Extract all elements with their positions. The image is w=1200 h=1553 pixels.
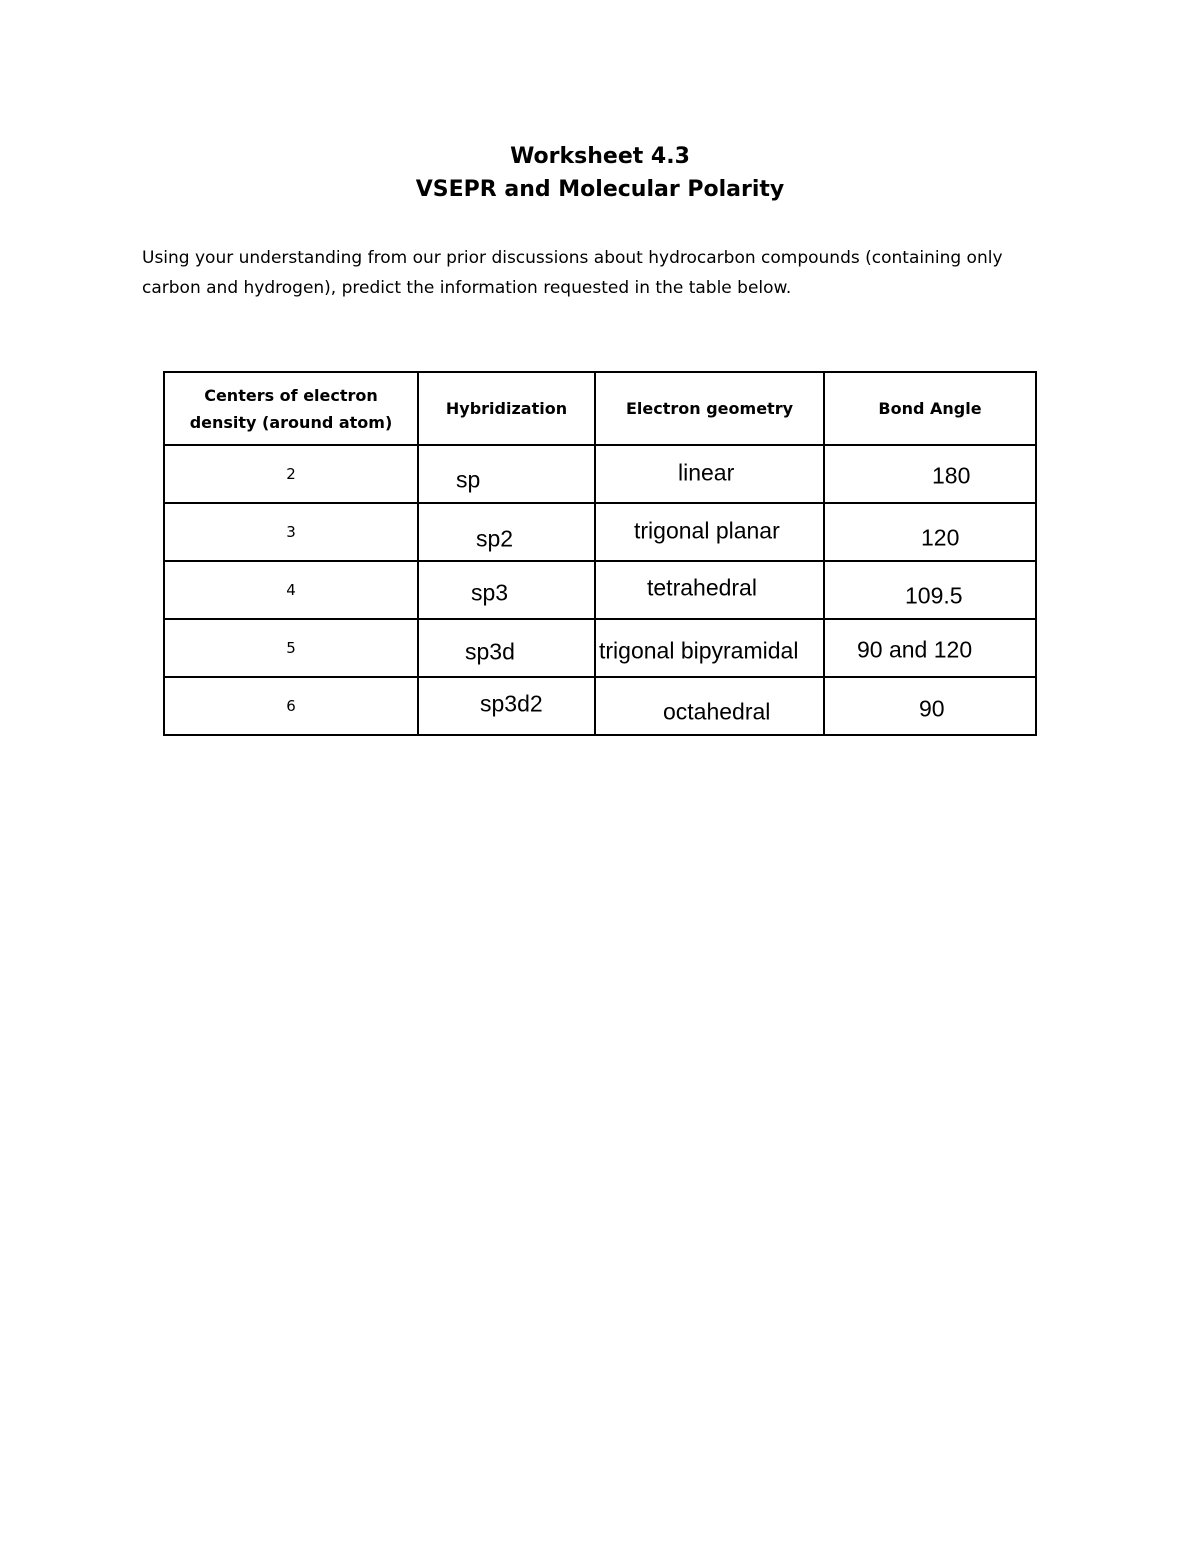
cell-hybridization xyxy=(418,677,595,735)
cell-angle xyxy=(824,445,1036,503)
answer-angle: 180 xyxy=(932,462,971,489)
table-header-row xyxy=(164,372,1036,445)
cell-geometry xyxy=(595,503,824,561)
cell-hybridization xyxy=(418,445,595,503)
cell-hybridization xyxy=(418,503,595,561)
answer-hybridization: sp3d xyxy=(465,638,515,665)
answer-geometry: trigonal planar xyxy=(634,517,780,544)
cell-angle xyxy=(824,503,1036,561)
instructions-paragraph: Using your understanding from our prior discussions about hydrocarbon compounds (containing only carbon and hydrogen), predict the information requested in the table below. xyxy=(142,248,1003,298)
cell-angle xyxy=(824,561,1036,619)
cell-geometry xyxy=(595,445,824,503)
cell-centers: 3 xyxy=(164,503,418,561)
answer-angle: 90 and 120 xyxy=(857,636,973,663)
cell-centers: 4 xyxy=(164,561,418,619)
vsepr-table xyxy=(163,371,1037,736)
answer-hybridization: sp xyxy=(456,466,481,493)
table-row xyxy=(164,503,1036,561)
cell-geometry xyxy=(595,677,824,735)
header-angle: Bond Angle xyxy=(824,372,1036,445)
answer-geometry: tetrahedral xyxy=(647,574,757,601)
cell-centers: 6 xyxy=(164,677,418,735)
answer-hybridization: sp2 xyxy=(476,525,514,552)
table-row xyxy=(164,561,1036,619)
cell-hybridization xyxy=(418,561,595,619)
table-row xyxy=(164,677,1036,735)
cell-angle xyxy=(824,677,1036,735)
answer-hybridization: sp3d2 xyxy=(480,690,543,717)
cell-geometry xyxy=(595,561,824,619)
answer-angle: 109.5 xyxy=(905,582,963,609)
answer-geometry: octahedral xyxy=(663,698,771,725)
cell-geometry xyxy=(595,619,824,677)
header-geometry: Electron geometry xyxy=(595,372,824,445)
header-hybridization: Hybridization xyxy=(418,372,595,445)
cell-hybridization xyxy=(418,619,595,677)
cell-centers: 5 xyxy=(164,619,418,677)
answer-hybridization: sp3 xyxy=(471,579,509,606)
worksheet-subtitle: VSEPR and Molecular Polarity xyxy=(415,177,785,202)
worksheet-title: Worksheet 4.3 xyxy=(510,144,690,169)
answer-angle: 120 xyxy=(921,524,960,551)
answer-angle: 90 xyxy=(919,695,945,722)
cell-centers: 2 xyxy=(164,445,418,503)
table-row xyxy=(164,619,1036,677)
header-centers: Centers of electron density (around atom) xyxy=(164,372,418,445)
answer-geometry: linear xyxy=(678,459,735,486)
table-row xyxy=(164,445,1036,503)
answer-geometry: trigonal bipyramidal xyxy=(599,637,799,664)
cell-angle xyxy=(824,619,1036,677)
